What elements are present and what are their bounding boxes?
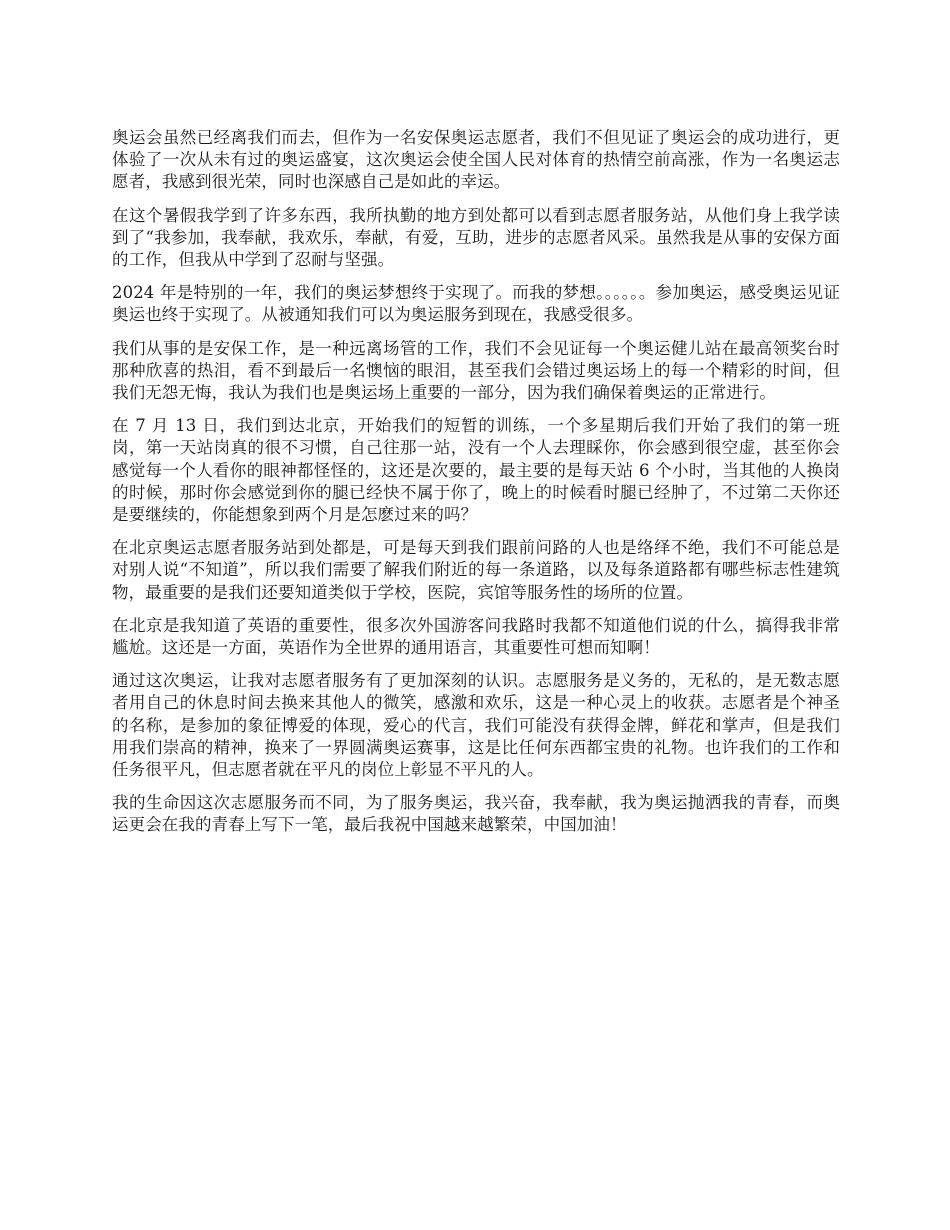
paragraph-4: 我们从事的是安保工作，是一种远离场管的工作，我们不会见证每一个奥运健儿站在最高领奖台时那种欣喜的热泪，看不到最后一名懊恼的眼泪，甚至我们会错过奥运场上的每一个精彩的时间，但我们无怨无悔，我认为我们也是奥运场上重要的一部分，因为我们确保着奥运的正常进行。: [112, 338, 840, 403]
paragraph-1: 奥运会虽然已经离我们而去，但作为一名安保奥运志愿者，我们不但见证了奥运会的成功进行，更体验了一次从未有过的奥运盛宴，这次奥运会使全国人民对体育的热情空前高涨，作为一名奥运志愿者，我感到很光荣，同时也深感自己是如此的幸运。: [112, 128, 840, 192]
paragraph-7: 在北京是我知道了英语的重要性，很多次外国游客问我路时我都不知道他们说的什么，搞得我非常尴尬。这还是一方面，英语作为全世界的通用语言，其重要性可想而知啊！: [112, 615, 840, 658]
paragraph-8: 通过这次奥运，让我对志愿者服务有了更加深刻的认识。志愿服务是义务的，无私的，是无数志愿者用自己的休息时间去换来其他人的微笑，感激和欢乐，这是一种心灵上的收获。志愿者是个神圣的名称，是参加的象征博爱的体现，爱心的代言，我们可能没有获得金牌，鲜花和掌声，但是我们用我们崇高的精神，换来了一界圆满奥运赛事，这是比任何东西都宝贵的礼物。也许我们的工作和任务很平凡，但志愿者就在平凡的岗位上彰显不平凡的人。: [112, 671, 840, 780]
paragraph-3: 2024 年是特别的一年，我们的奥运梦想终于实现了。而我的梦想。。。。。。参加奥运，感受奥运见证奥运也终于实现了。从被通知我们可以为奥运服务到现在，我感受很多。: [112, 283, 840, 325]
paragraph-6: 在北京奥运志愿者服务站到处都是，可是每天到我们跟前问路的人也是络绎不绝，我们不可能总是对别人说“不知道”，所以我们需要了解我们附近的每一条道路，以及每条道路都有哪些标志性建筑物，最重要的是我们还要知道类似于学校，医院，宾馆等服务性的场所的位置。: [112, 538, 840, 602]
paragraph-2: 在这个暑假我学到了许多东西，我所执勤的地方到处都可以看到志愿者服务站，从他们身上我学读到了“我参加，我奉献，我欢乐，奉献，有爱，互助，进步的志愿者风采。虽然我是从事的安保方面的工作，但我从中学到了忍耐与坚强。: [112, 205, 840, 270]
paragraph-5: 在 7 月 13 日，我们到达北京，开始我们的短暂的训练，一个多星期后我们开始了我们的第一班岗，第一天站岗真的很不习惯，自己往那一站，没有一个人去理睬你，你会感到很空虚，甚至你会感觉每一个人看你的眼神都怪怪的，这还是次要的，最主要的是每天站 6 个小时，当其他的人换岗的时候，那时你会感觉到你的腿已经快不属于你了，晚上的时候看时腿已经肿了，不过第二天你还是要继续的，你能想象到两个月是怎麽过来的吗？: [112, 416, 840, 525]
paragraph-9: 我的生命因这次志愿服务而不同，为了服务奥运，我兴奋，我奉献，我为奥运抛洒我的青春，而奥运更会在我的青春上写下一笔，最后我祝中国越来越繁荣，中国加油！: [112, 793, 840, 835]
